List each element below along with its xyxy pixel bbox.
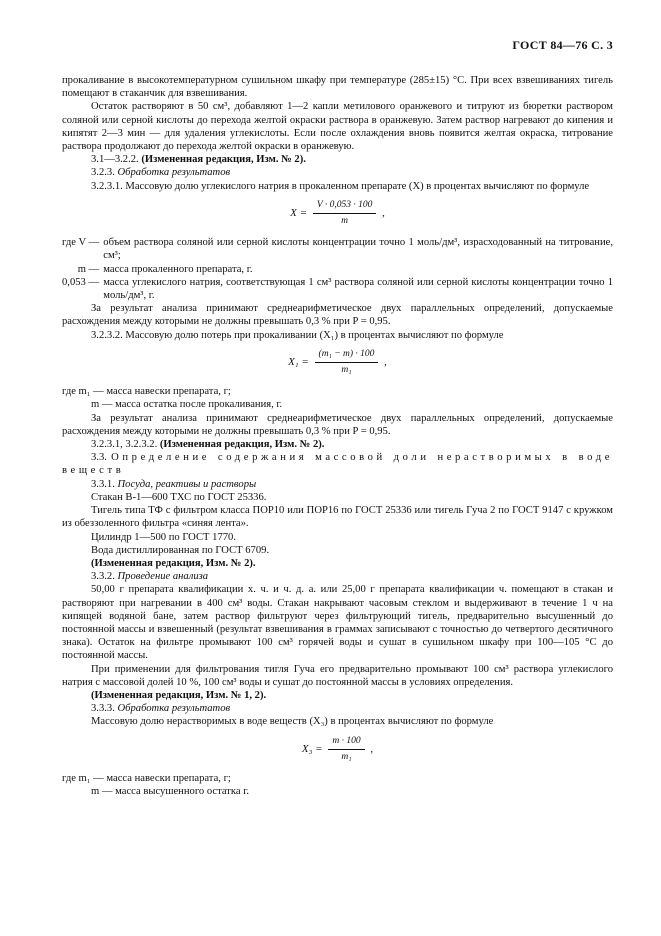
paragraph: За результат анализа принимают среднеарифметическое двух параллельных определений, допускаемые расхождения между которыми не должны превышать 0,3 % при P = 0,95. [62,412,613,437]
paragraph: 50,00 г препарата квалификации х. ч. и ч. д. а. или 25,00 г препарата квалификации ч. помещают в стакан и растворяют при нагревании в 400 см³ воды. Стакан накрывают часовым стеклом и выдерживают в течение 1 ч на кипящей водяной бане, затем раствор фильтруют через фильтрующий тигель, предварительно высушенный до постоянной массы и взвешенный (результат взвешивания в граммах записывают с точностью до четвертого десятичного знака). Остаток на фильтре промывают 100 см³ горячей воды и сушат в сушильном шкафу при 100—105 °С до постоянной массы. [62,584,613,662]
amendment-note: (Измененная редакция, Изм. № 2). [91,557,256,569]
definition-row: 0,053 — масса углекислого натрия, соответствующая 1 см³ раствора соляной или серной кислоты концентрации точно 1 моль/дм³, г. [62,276,613,302]
section-heading: 3.2.3. Обработка результатов [91,167,231,179]
section-heading: 3.3.1. Посуда, реактивы и растворы [91,478,257,490]
formula-x1: X₁ = $\frac{\text{(m₁ − m) · 100}}{\text{m₁}}$ , [288,348,387,376]
variable-definitions [62,236,613,302]
paragraph: Цилиндр 1—500 по ГОСТ 1770. [91,531,236,543]
page-header: ГОСТ 84—76 С. 3 [512,38,613,52]
section-heading: 3.3.2. Проведение анализа [91,571,209,583]
paragraph: Стакан В-1—600 ТХС по ГОСТ 25336. [91,491,267,503]
formula-x: X = $\frac{V \cdot 0,053 \cdot 100}{m}$ , [290,199,385,227]
definition-line: m — масса остатка после прокаливания, г. [91,399,283,411]
document-body [62,74,613,798]
definition-row: m — масса прокаленного препарата, г. [77,263,253,275]
paragraph: 3.2.3.1. Массовую долю углекислого натрия в прокаленном препарате (X) в процентах вычисляют по формуле [91,180,590,192]
paragraph: 3.2.3.2. Массовую долю потерь при прокаливании (X₁) в процентах вычисляют по формуле [91,329,504,341]
formula-x3: X₃ = $\frac{m \cdot 100}{\text{m₁}}$ , [301,735,374,762]
definition-line: где m₁ — масса навески препарата, г; [62,772,231,784]
paragraph: Массовую долю нерастворимых в воде веществ (X₃) в процентах вычисляют по формуле [91,716,494,728]
paragraph: При применении для фильтрования тигля Гуча его предварительно промывают 100 см³ раствора углекислого натрия с массовой долей 10 %, 100 см³ воды и сушат до постоянной массы в условиях определения. [62,663,613,688]
amendment-note: 3.2.3.1, 3.2.3.2. (Измененная редакция, Изм. № 2). [91,439,325,451]
section-heading: 3.3.3. Обработка результатов [91,703,231,715]
definition-line: где m₁ — масса навески препарата, г; [62,386,231,398]
section-heading: 3.3. Определение содержания массовой доли нерастворимых в воде веществ [62,452,613,477]
paragraph: прокаливание в высокотемпературном сушильном шкафу при температуре (285±15) °С. При всех взвешиваниях тигель помещают в стаканчик для взвешивания. [62,75,613,100]
definition-row: где V — объем раствора соляной или серной кислоты концентрации точно 1 моль/дм³, израсходованный на титрование, см³; [62,237,613,262]
paragraph: Остаток растворяют в 50 см³, добавляют 1—2 капли метилового оранжевого и титруют из бюретки раствором соляной или серной кислоты до перехода желтой окраски раствора в оранжевую. Затем раствор нагревают до кипения и кипятят 2—3 мин — для удаления углекислоты. Если после охлаждения вновь появится желтая окраска, титрование раствора продолжают до перехода желтой окраски в оранжевую. [62,101,613,153]
paragraph: Вода дистиллированная по ГОСТ 6709. [91,544,270,556]
amendment-note: 3.1—3.2.2. (Измененная редакция, Изм. № 2). [91,154,306,166]
amendment-note: (Измененная редакция, Изм. № 1, 2). [91,689,267,701]
paragraph: За результат анализа принимают среднеарифметическое двух параллельных определений, допускаемые расхождения между которыми не должны превышать 0,3 % при P = 0,95. [62,303,613,328]
paragraph: Тигель типа ТФ с фильтром класса ПОР10 или ПОР16 по ГОСТ 25336 или тигель Гуча 2 по ГОСТ 9147 с кружком из обеззоленного фильтра «синяя лента». [62,505,613,530]
definition-line: m — масса высушенного остатка г. [91,786,250,798]
